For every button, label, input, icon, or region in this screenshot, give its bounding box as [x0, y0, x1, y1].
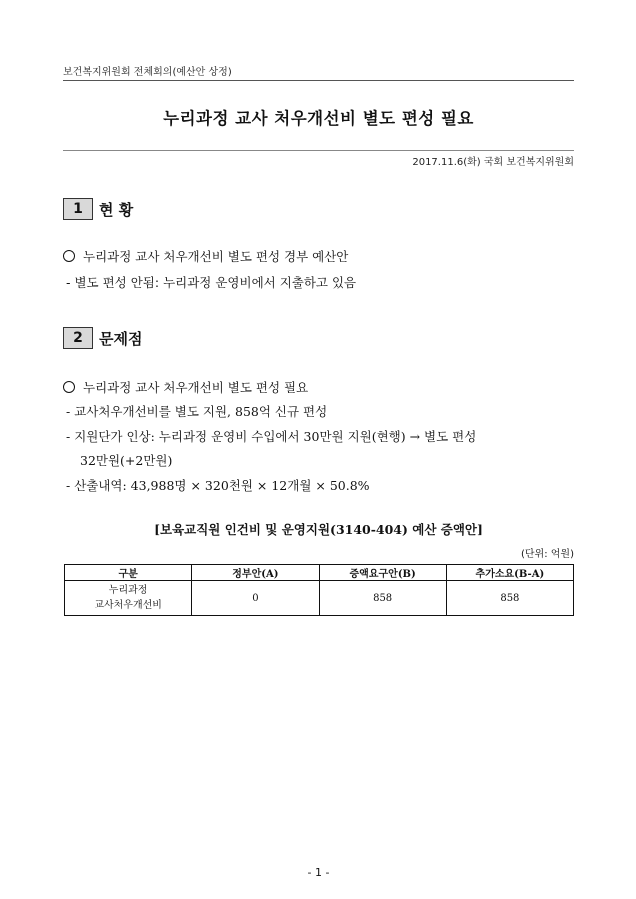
- section-2-heading: [63, 327, 142, 349]
- row-label-line: 누리과정: [108, 585, 148, 596]
- report-header-label: 보건복지위원회 전체회의(예산안 상정): [63, 67, 232, 78]
- page-number: - 1 -: [307, 866, 330, 879]
- document-title: 누리과정 교사 처우개선비 별도 편성 필요: [163, 109, 474, 128]
- table-unit: (단위: 억원): [521, 549, 574, 560]
- table-title: [보육교직원 인건비 및 운영지원(3140-404) 예산 증액안]: [154, 522, 483, 537]
- section-1-bullet-text: 누리과정 교사 처우개선비 별도 편성 경부 예산안: [83, 249, 349, 264]
- title-divider: [63, 150, 574, 151]
- section-2-bullet: [63, 379, 308, 396]
- table-cell: 858: [319, 581, 446, 616]
- table-header-cell: 증액요구안(B): [319, 565, 446, 581]
- table-cell: 0: [192, 581, 319, 616]
- header-divider: [63, 80, 574, 81]
- section-2-subline-2-cont: 32만원(+2만원): [80, 453, 173, 468]
- section-1-subline: - 별도 편성 안됨: 누리과정 운영비에서 지출하고 있음: [66, 275, 357, 290]
- section-2-subline-3: - 산출내역: 43,988명 × 320천원 × 12개월 × 50.8%: [66, 478, 370, 493]
- table-header-cell: 추가소요(B-A): [446, 565, 573, 581]
- table-header-cell: 구분: [65, 565, 192, 581]
- budget-table: [64, 564, 574, 616]
- section-2-bullet-text: 누리과정 교사 처우개선비 별도 편성 필요: [83, 380, 309, 395]
- row-label-line: 교사처우개선비: [94, 600, 162, 611]
- section-2-subline-2: - 지원단가 인상: 누리과정 운영비 수입에서 30만원 지원(현행) → 별도 편성: [66, 429, 477, 444]
- section-2-subline-1: - 교사처우개선비를 별도 지원, 858억 신규 편성: [66, 404, 328, 419]
- table-row-label: [65, 581, 192, 616]
- table-row: [65, 581, 574, 616]
- section-1-heading: [63, 198, 133, 220]
- table-header-row: [65, 565, 574, 581]
- section-1-number: 1: [63, 198, 93, 220]
- section-2-title: 문제점: [99, 329, 143, 348]
- circle-bullet-icon: [63, 381, 75, 393]
- section-1-bullet: [63, 248, 348, 265]
- section-1-title: 현 황: [99, 200, 134, 219]
- table-cell: 858: [446, 581, 573, 616]
- date-line: 2017.11.6(화) 국회 보건복지위원회: [412, 157, 574, 168]
- section-2-number: 2: [63, 327, 93, 349]
- table-header-cell: 정부안(A): [192, 565, 319, 581]
- circle-bullet-icon: [63, 250, 75, 262]
